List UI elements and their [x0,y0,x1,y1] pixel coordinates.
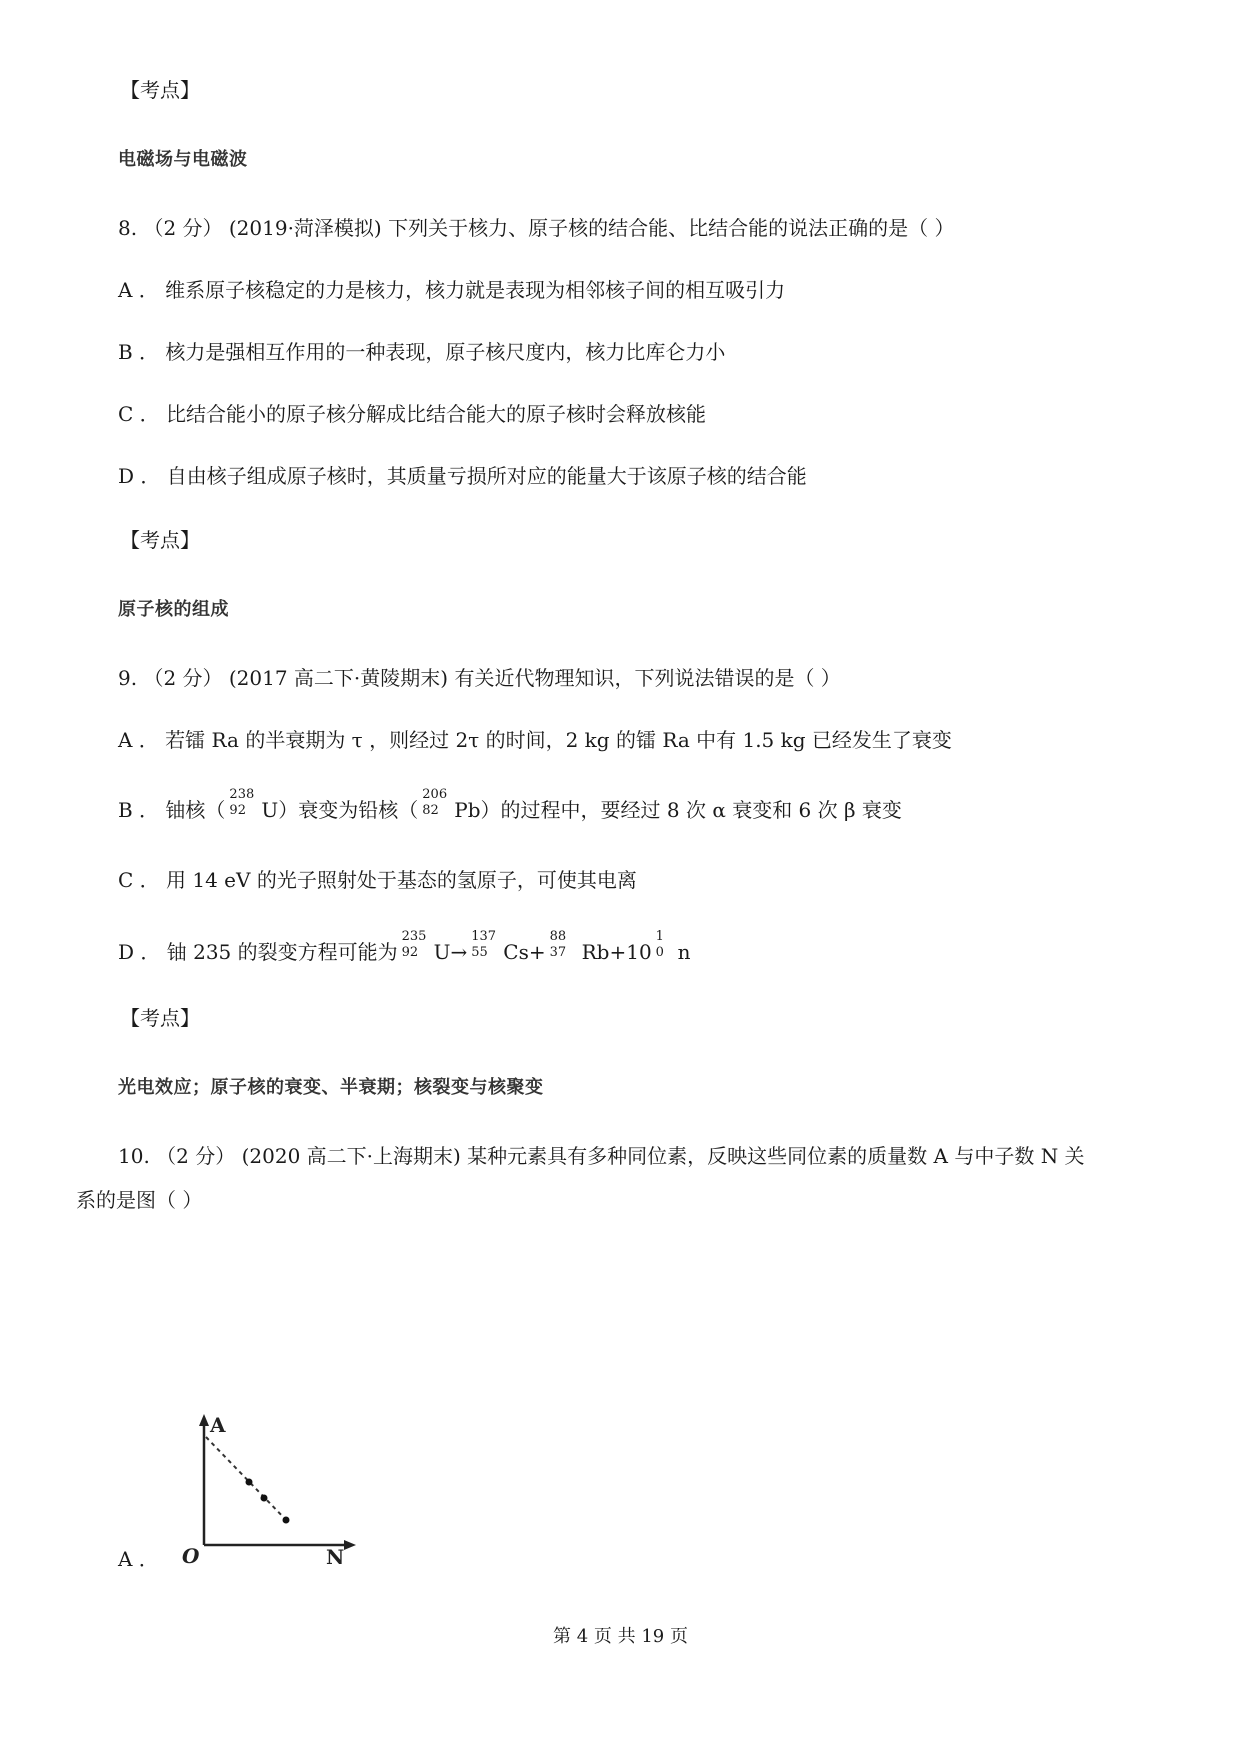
atomic-number: 92 [229,802,246,818]
symbol-n: n [677,940,691,964]
nuclide-neutron [654,928,672,968]
x-axis-label: N [326,1545,345,1567]
data-point [246,1479,253,1486]
question-8-option-d: D ． 自由核子组成原子核时，其质量亏损所对应的能量大于该原子核的结合能 [118,464,807,488]
nuclide-rb88 [548,928,576,968]
option-b-prefix: B ． 铀核（ [118,798,226,822]
y-axis-label: A [210,1413,226,1437]
kaodian-label: 【考点】 [120,528,200,552]
mass-number: 137 [471,928,497,944]
graph-a-vs-n [176,1412,376,1567]
data-point [283,1517,290,1524]
nuclide-pb206 [420,786,448,826]
atomic-number: 37 [549,944,567,960]
question-9-option-c: C ． 用 14 eV 的光子照射处于基态的氢原子，可使其电离 [118,868,637,892]
nuclide-u235 [400,928,428,968]
option-b-suffix: Pb）的过程中，要经过 8 次 α 衰变和 6 次 β 衰变 [454,798,902,822]
atomic-number: 0 [655,944,664,960]
mass-number: 235 [401,928,427,944]
option-d-prefix: D ． 铀 235 的裂变方程可能为 [118,940,398,964]
question-10-stem-line1: 10. （2 分） (2020 高二下·上海期末) 某种元素具有多种同位素，反映这些同位素的质量数 A 与中子数 N 关 [118,1144,1085,1168]
data-point [261,1495,268,1502]
mass-number: 206 [422,786,448,802]
topic-label: 电磁场与电磁波 [118,149,248,170]
question-10-stem-line2: 系的是图（ ） [76,1188,203,1212]
question-8-option-c: C ． 比结合能小的原子核分解成比结合能大的原子核时会释放核能 [118,402,707,426]
atomic-number: 82 [422,802,439,818]
kaodian-label: 【考点】 [120,78,200,102]
topic-label: 原子核的组成 [118,599,229,620]
symbol-u: U→ [433,940,468,964]
question-8-option-a: A ． 维系原子核稳定的力是核力，核力就是表现为相邻核子间的相互吸引力 [118,278,786,302]
symbol-cs: Cs+ [503,940,546,964]
question-9-option-d [118,928,691,968]
mass-number: 1 [655,928,664,944]
question-9-stem: 9. （2 分） (2017 高二下·黄陵期末) 有关近代物理知识，下列说法错误的是（ ） [118,666,841,690]
mass-number: 88 [549,928,567,944]
atomic-number: 55 [471,944,488,960]
x-axis-arrow [344,1540,356,1550]
y-axis-arrow [199,1414,209,1426]
question-9-option-a: A ． 若镭 Ra 的半衰期为 τ ，则经过 2τ 的时间，2 kg 的镭 Ra 中有 1.5 kg 已经发生了衰变 [118,728,952,752]
page-footer: 第 4 页 共 19 页 [553,1626,688,1647]
origin-label: O [182,1544,200,1567]
question-8-stem: 8. （2 分） (2019·菏泽模拟) 下列关于核力、原子核的结合能、比结合能的说法正确的是（ ） [118,216,955,240]
question-8-option-b: B ． 核力是强相互作用的一种表现，原子核尺度内，核力比库仑力小 [118,340,726,364]
question-10-option-a-label: A ． [118,1547,159,1571]
symbol-rb: Rb+10 [581,940,652,964]
kaodian-label: 【考点】 [120,1006,200,1030]
question-9-option-b [118,786,902,826]
nuclide-u238 [227,786,255,826]
mass-number: 238 [229,786,255,802]
topic-label: 光电效应；原子核的衰变、半衰期；核裂变与核聚变 [118,1077,544,1098]
option-b-mid: U）衰变为铅核（ [261,798,419,822]
atomic-number: 92 [401,944,419,960]
nuclide-cs137 [469,928,497,968]
